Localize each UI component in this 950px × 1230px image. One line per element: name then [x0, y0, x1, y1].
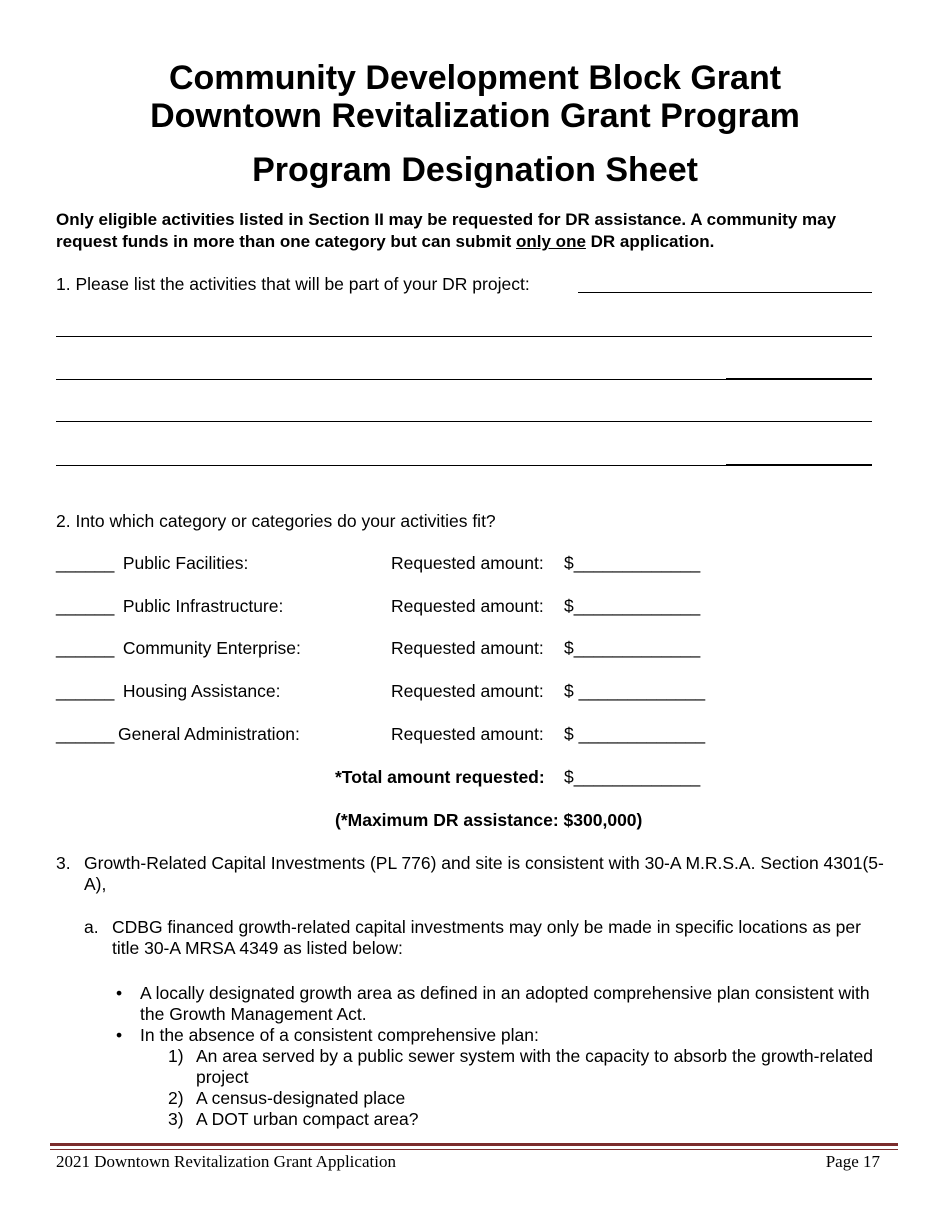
bullet-growth-area: • A locally designated growth area as defined in an adopted comprehensive plan consistent with the Growth Management Act. [112, 983, 892, 1025]
activities-line-4[interactable] [56, 421, 872, 422]
requested-amount-field[interactable]: $_____________ [564, 638, 701, 658]
requested-amount-label: Requested amount: [391, 596, 544, 616]
category-name: Public Infrastructure: [118, 596, 284, 616]
footer-rule-thick [50, 1143, 898, 1146]
activities-line-3[interactable] [56, 379, 872, 380]
requested-amount-label: Requested amount: [391, 724, 544, 744]
requested-amount-field[interactable]: $ _____________ [564, 681, 706, 701]
item-a-label: a. [84, 917, 99, 937]
sub-criterion-dot-area: 3) A DOT urban compact area? [168, 1109, 419, 1129]
sub-criterion-census-place: 2) A census-designated place [168, 1088, 406, 1108]
category-name: General Administration: [118, 724, 300, 744]
category-row-public-infrastructure [56, 596, 756, 620]
activities-line-5[interactable] [56, 465, 872, 466]
footer-page-number: Page 17 [825, 1152, 880, 1171]
activities-line-3-underline [726, 378, 872, 379]
category-name: Community Enterprise: [118, 638, 301, 658]
requested-amount-label: Requested amount: [391, 681, 544, 701]
question-2-label: 2. Into which category or categories do your activities fit? [56, 511, 496, 531]
emphasis-only-one: only one [516, 232, 586, 251]
document-title-line1: Community Development Block Grant [168, 59, 782, 97]
activities-line-5-underline [726, 464, 872, 465]
growth-location-list [112, 983, 892, 1130]
requested-amount-label: Requested amount: [391, 638, 544, 658]
category-name: Housing Assistance: [118, 681, 281, 701]
footer-rule-thin [50, 1149, 898, 1150]
item-a-text: CDBG financed growth-related capital investments may only be made in specific locations as per title 30-A MRSA 4349 as listed below: [112, 917, 861, 958]
requested-amount-field[interactable]: $ _____________ [564, 724, 706, 744]
bullet-no-comprehensive-plan: • In the absence of a consistent comprehensive plan: [112, 1025, 892, 1046]
activities-line-2[interactable] [56, 336, 872, 337]
document-title-line2: Downtown Revitalization Grant Program [150, 97, 800, 135]
question-3-text: Growth-Related Capital Investments (PL 776) and site is consistent with 30-A M.R.S.A. Section 4301(5-A), [84, 853, 884, 894]
sub-criteria-list [112, 1046, 892, 1130]
category-row-community-enterprise [56, 638, 756, 662]
question-1-label: 1. Please list the activities that will be part of your DR project: [56, 274, 530, 294]
category-checkbox-blank[interactable]: ______ [56, 596, 115, 616]
requested-amount-field[interactable]: $_____________ [564, 596, 701, 616]
category-row-general-administration [56, 724, 756, 748]
maximum-assistance-note: (*Maximum DR assistance: $300,000) [335, 810, 643, 830]
total-amount-field[interactable]: $_____________ [564, 767, 701, 787]
sub-criterion-sewer: 1) An area served by a public sewer system with the capacity to absorb the growth-related project [168, 1046, 874, 1087]
category-checkbox-blank[interactable]: ______ [56, 638, 115, 658]
intro-paragraph: Only eligible activities listed in Section II may be requested for DR assistance. A community may request funds in more than one category but can submit only one DR application. [56, 210, 837, 251]
footer-document-title: 2021 Downtown Revitalization Grant Application [56, 1152, 396, 1171]
category-name: Public Facilities: [118, 553, 249, 573]
requested-amount-field[interactable]: $_____________ [564, 553, 701, 573]
activities-line-1[interactable] [578, 292, 872, 293]
page-subtitle: Program Designation Sheet [252, 151, 698, 189]
category-row-housing-assistance [56, 681, 756, 705]
question-3-number: 3. [56, 853, 71, 873]
category-checkbox-blank[interactable]: ______ [56, 724, 115, 744]
requested-amount-label: Requested amount: [391, 553, 544, 573]
total-amount-label: *Total amount requested: [335, 767, 545, 787]
category-row-public-facilities [56, 553, 756, 577]
category-checkbox-blank[interactable]: ______ [56, 681, 115, 701]
category-checkbox-blank[interactable]: ______ [56, 553, 115, 573]
